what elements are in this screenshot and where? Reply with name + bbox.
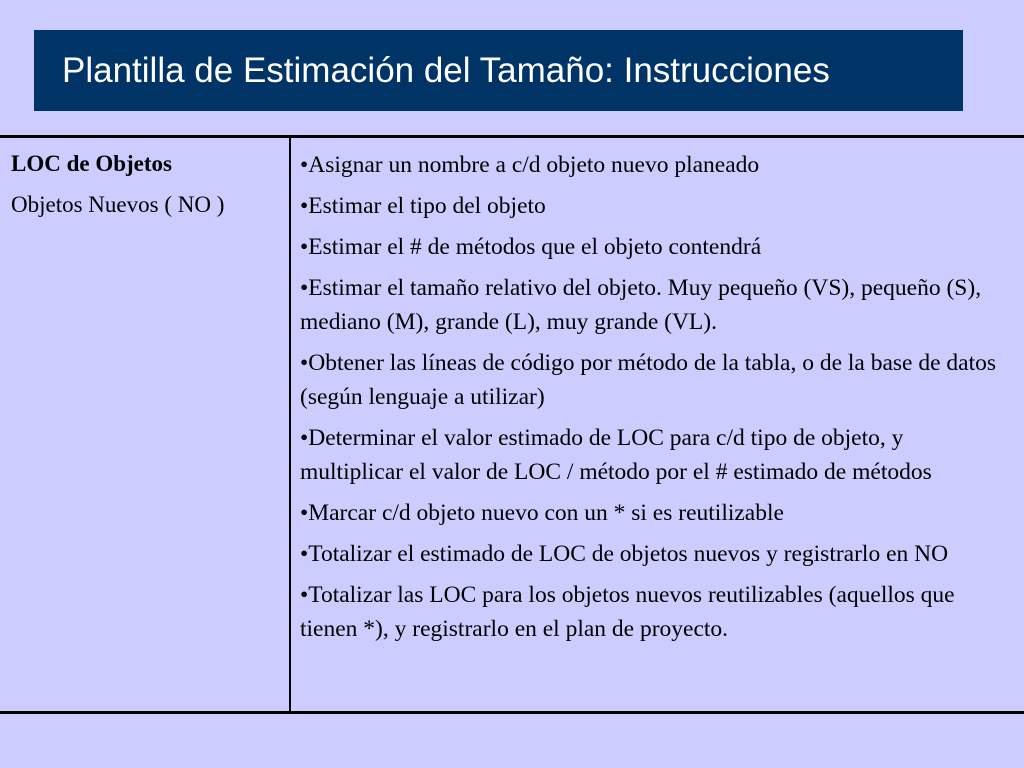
bullet-item: •Totalizar el estimado de LOC de objetos nuevos y registrarlo en NO — [300, 541, 949, 567]
bullet-item: •Estimar el tamaño relativo del objeto. Muy pequeño (VS), pequeño (S), mediano (M), grande (L), muy grande (VL). — [300, 275, 982, 335]
left-column-heading: LOC de Objetos — [11, 151, 172, 176]
bullet-item: •Marcar c/d objeto nuevo con un * si es reutilizable — [300, 500, 784, 526]
bullet-item: •Estimar el tipo del objeto — [300, 193, 546, 219]
right-column — [291, 138, 1024, 711]
bullet-item: •Determinar el valor estimado de LOC para c/d tipo de objeto, y multiplicar el valor de LOC / método por el # estimado de métodos — [300, 425, 932, 485]
slide-title: Plantilla de Estimación del Tamaño: Instrucciones — [62, 50, 830, 90]
bullet-item: •Estimar el # de métodos que el objeto contendrá — [300, 234, 762, 260]
bullet-item: •Obtener las líneas de código por método de la tabla, o de la base de datos (según lenguaje a utilizar) — [300, 350, 997, 410]
bullet-item: •Totalizar las LOC para los objetos nuevos reutilizables (aquellos que tienen *), y registrarlo en el plan de proyecto. — [300, 582, 955, 642]
left-column-subheading: Objetos Nuevos ( NO ) — [11, 192, 225, 217]
left-column — [0, 138, 291, 711]
instructions-table — [0, 135, 1024, 714]
title-bar — [34, 30, 963, 111]
bullet-item: •Asignar un nombre a c/d objeto nuevo planeado — [300, 152, 760, 178]
